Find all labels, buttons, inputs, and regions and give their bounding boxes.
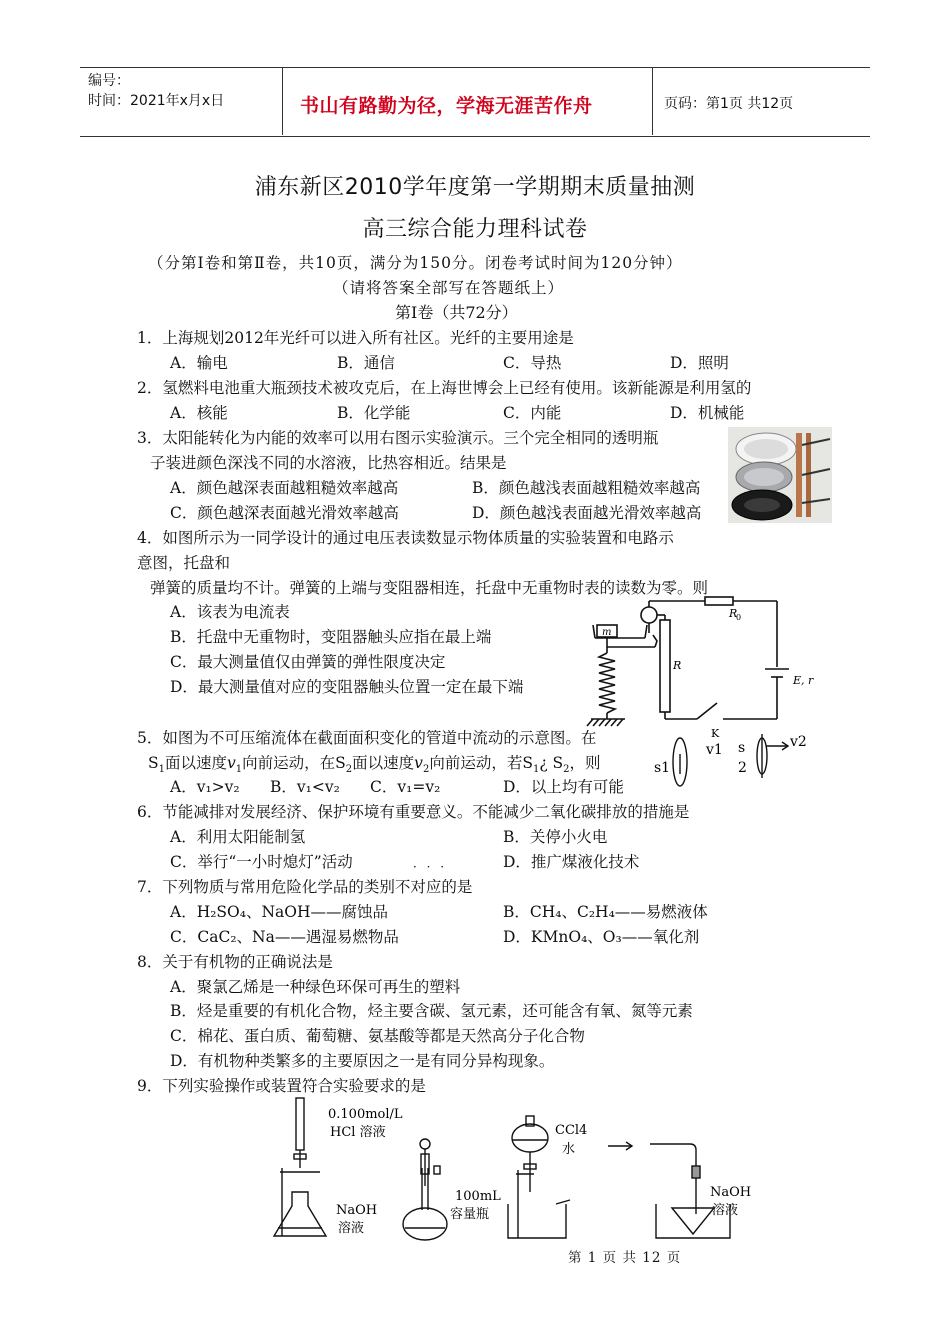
q3-stem-1: 3．太阳能转化为内能的效率可以用右图示实验演示。三个完全相同的透明瓶 bbox=[137, 429, 659, 447]
q3-option-c: C．颜色越深表面越光滑效率越高 bbox=[170, 504, 399, 522]
s2-label-a: s bbox=[738, 740, 746, 756]
q4-option-d: D．最大测量值对应的变阻器触头位置一定在最下端 bbox=[170, 678, 524, 696]
v2-label: v2 bbox=[790, 734, 807, 750]
q7-stem: 7．下列物质与常用危险化学品的类别不对应的是 bbox=[137, 878, 473, 896]
q8-stem: 8．关于有机物的正确说法是 bbox=[137, 953, 333, 971]
q5-stem-1: 5．如图为不可压缩流体在截面面积变化的管道中流动的示意图。在 bbox=[137, 729, 597, 747]
mass-label: m bbox=[602, 627, 612, 638]
q2-stem: 2．氢燃料电池重大瓶颈技术被攻克后，在上海世博会上已经有使用。该新能源是利用氢的 bbox=[137, 379, 752, 397]
title-note-1: （分第Ⅰ卷和第Ⅱ卷，共10页，满分为150分。闭卷考试时间为120分钟） bbox=[148, 254, 683, 272]
header-divider-2 bbox=[652, 67, 653, 135]
funnel-label-1: CCl4 bbox=[555, 1123, 588, 1138]
q5-stem-2: $S_1$面以速度$v_1$向前运动，在$S_2$面以速度$v_2$向前运动，若$S_1¿$ $S_2$，则 bbox=[148, 754, 601, 776]
q5-option-a: A．v₁>v₂ bbox=[170, 778, 240, 796]
flask-sol-label-2: 溶液 bbox=[338, 1221, 365, 1236]
q4-stem-2: 意图，托盘和 bbox=[137, 554, 231, 572]
apparatus-figure bbox=[270, 1096, 770, 1244]
v1-label: v1 bbox=[706, 742, 723, 758]
title-line-2: 高三综合能力理科试卷 bbox=[362, 217, 588, 242]
q3-option-d: D．颜色越浅表面越光滑效率越高 bbox=[472, 504, 702, 522]
q8-option-c: C．棉花、蛋白质、葡萄糖、氨基酸等都是天然高分子化合物 bbox=[170, 1027, 585, 1045]
burette-conc-label: 0.100mol/L bbox=[328, 1107, 403, 1122]
q7-option-b: B．CH₄、C₂H₄——易燃液体 bbox=[503, 903, 708, 921]
switch-label: K bbox=[711, 727, 720, 740]
section-heading: 第Ⅰ卷（共72分） bbox=[395, 303, 518, 322]
footer-page: 第 1 页 共 12 页 bbox=[568, 1250, 682, 1266]
vol-flask-label-1: 100mL bbox=[455, 1189, 501, 1204]
s2-label-b: 2 bbox=[738, 760, 747, 776]
flask-sol-label-1: NaOH bbox=[336, 1203, 378, 1218]
q4-option-b: B．托盘中无重物时，变阻器触头应指在最上端 bbox=[170, 628, 492, 646]
header-divider-1 bbox=[282, 67, 283, 135]
q5-option-c: C．v₁=v₂ bbox=[370, 778, 441, 796]
q6-stem: 6．节能减排对发展经济、保护环境有重要意义。不能减少二氧化碳排放的措施是 bbox=[137, 803, 690, 821]
q4-option-c: C．最大测量值仅由弹簧的弹性限度决定 bbox=[170, 653, 446, 671]
header-page-info: 页码：第1页 共12页 bbox=[664, 96, 794, 112]
header-motto: 书山有路勤为径，学海无涯苦作舟 bbox=[300, 95, 593, 117]
beaker-sol-label-1: NaOH bbox=[710, 1185, 752, 1200]
s1-label: s1 bbox=[654, 760, 671, 776]
q2-option-a: A．核能 bbox=[170, 404, 228, 422]
q8-option-b: B．烃是重要的有机化合物，烃主要含碳、氢元素，还可能含有氧、氮等元素 bbox=[170, 1002, 693, 1020]
q1-stem: 1．上海规划2012年光纤可以进入所有社区。光纤的主要用途是 bbox=[137, 329, 574, 347]
q4-stem-3: 弹簧的质量均不计。弹簧的上端与变阻器相连，托盘中无重物时表的读数为零。则 bbox=[150, 579, 709, 597]
vol-flask-label-2: 容量瓶 bbox=[450, 1207, 490, 1222]
q6-option-a: A．利用太阳能制氢 bbox=[170, 828, 306, 846]
header-number: 编号： bbox=[88, 73, 130, 89]
q5-option-d: D．以上均有可能 bbox=[503, 778, 624, 796]
q9-stem: 9．下列实验操作或装置符合实验要求的是 bbox=[137, 1077, 426, 1095]
q2-option-d: D．机械能 bbox=[670, 404, 745, 422]
pipe-diagram bbox=[650, 722, 820, 802]
title-line-1: 浦东新区2010学年度第一学期期末质量抽测 bbox=[254, 175, 696, 200]
r-label: R bbox=[673, 659, 682, 672]
funnel-label-2: 水 bbox=[562, 1142, 576, 1157]
q7-option-d: D．KMnO₄、O₃——氧化剂 bbox=[503, 928, 700, 946]
q1-option-d: D．照明 bbox=[670, 354, 729, 372]
header-time: 时间：2021年x月x日 bbox=[88, 93, 225, 109]
q3-option-b: B．颜色越浅表面越粗糙效率越高 bbox=[472, 479, 701, 497]
beaker-sol-label-2: 溶液 bbox=[712, 1203, 739, 1218]
q4-option-a: A．该表为电流表 bbox=[170, 603, 290, 621]
q7-option-c: C．CaC₂、Na——遇湿易燃物品 bbox=[170, 928, 399, 946]
q7-option-a: A．H₂SO₄、NaOH——腐蚀品 bbox=[170, 903, 388, 921]
bottles-photo bbox=[728, 427, 832, 523]
q1-option-a: A．输电 bbox=[170, 354, 228, 372]
q3-stem-2: 子装进颜色深浅不同的水溶液，比热容相近。结果是 bbox=[150, 454, 507, 472]
title-note-2: （请将答案全部写在答题纸上） bbox=[333, 279, 565, 297]
burette-sol-label: HCl 溶液 bbox=[330, 1125, 386, 1140]
q1-option-c: C．导热 bbox=[503, 354, 562, 372]
q3-option-a: A．颜色越深表面越粗糙效率越高 bbox=[170, 479, 399, 497]
q6-option-b: B．关停小火电 bbox=[503, 828, 608, 846]
q4-stem-1: 4．如图所示为一同学设计的通过电压表读数显示物体质量的实验装置和电路示 bbox=[137, 529, 674, 547]
q6-option-d: D．推广煤液化技术 bbox=[503, 853, 640, 871]
q1-option-b: B．通信 bbox=[337, 354, 395, 372]
q7-emphasis-dots: · · · bbox=[413, 860, 448, 874]
q2-option-b: B．化学能 bbox=[337, 404, 411, 422]
q5-option-b: B．v₁<v₂ bbox=[270, 778, 340, 796]
er-label: E, r bbox=[793, 674, 814, 687]
q2-option-c: C．内能 bbox=[503, 404, 562, 422]
q8-option-d: D．有机物种类繁多的主要原因之一是有同分异构现象。 bbox=[170, 1052, 555, 1070]
r0-label: R bbox=[729, 607, 738, 620]
q8-option-a: A．聚氯乙烯是一种绿色环保可再生的塑料 bbox=[170, 978, 461, 996]
r0-subscript: 0 bbox=[736, 613, 742, 622]
q6-option-c: C．举行“一小时熄灯”活动 bbox=[170, 853, 353, 871]
